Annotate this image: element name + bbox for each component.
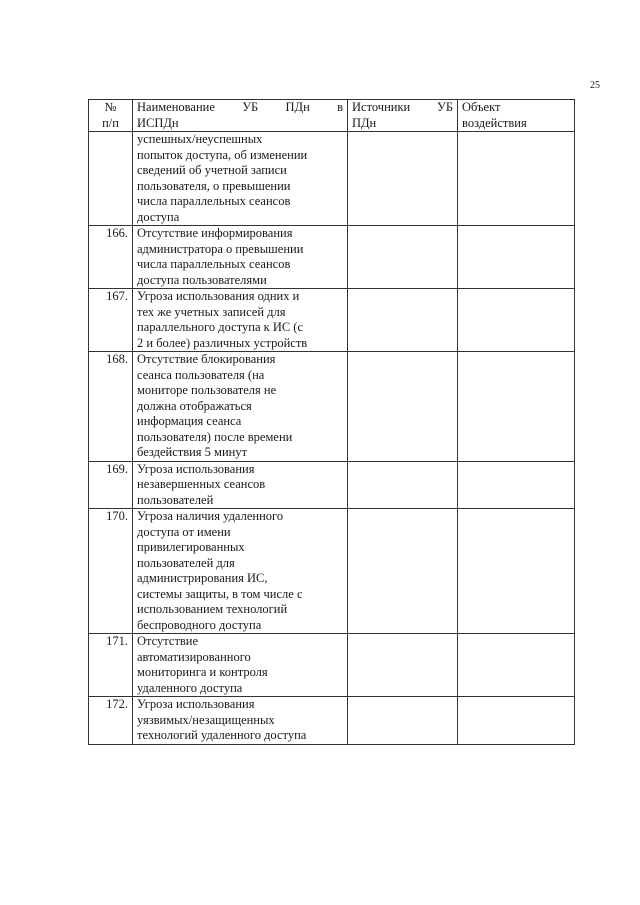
threat-name-line: пользователя) после времени	[137, 429, 293, 444]
impact-object-cell	[458, 461, 575, 509]
threat-name	[133, 509, 348, 634]
table-row	[89, 461, 575, 509]
threat-name-line: успешных/неуспешных	[137, 132, 263, 146]
threat-name-line: сеанса пользователя (на	[137, 367, 265, 382]
threat-name-line: тех же учетных записей для	[137, 304, 286, 319]
threat-name-line: должна отображаться	[137, 398, 252, 413]
row-number: 166.	[89, 226, 133, 289]
threat-name-line: пользователя, о превышении	[137, 178, 291, 193]
threat-name-line: администратора о превышении	[137, 241, 304, 256]
threat-name-line: бездействия 5 минут	[137, 445, 248, 459]
threat-name-line: 2 и более) различных устройств	[137, 335, 308, 350]
row-number	[89, 132, 133, 226]
threat-source-cell	[348, 509, 458, 634]
row-number: 167.	[89, 289, 133, 352]
header-impact-object	[458, 100, 575, 132]
threat-name	[133, 461, 348, 509]
threat-name-line: пользователей	[137, 492, 214, 507]
threat-name-line: беспроводного доступа	[137, 617, 262, 632]
header-word: Источники	[352, 100, 411, 114]
header-number-line1: №	[104, 100, 117, 114]
header-word: УБ	[242, 100, 259, 114]
impact-object-cell	[458, 132, 575, 226]
threat-name-line: системы защиты, в том числе с	[137, 586, 303, 601]
threat-name-line: Угроза использования одних и	[137, 289, 300, 303]
threat-name-line: параллельного доступа к ИС (с	[137, 320, 304, 334]
table-row	[89, 226, 575, 289]
threat-name-line: числа параллельных сеансов	[137, 194, 291, 208]
threat-name-line: мониторе пользователя не	[137, 383, 277, 397]
header-word: УБ	[436, 100, 453, 114]
impact-object-cell	[458, 634, 575, 697]
threat-name-line: администрирования ИС,	[137, 571, 268, 585]
header-threat-name-line1	[137, 100, 343, 116]
table-row	[89, 634, 575, 697]
row-number: 169.	[89, 461, 133, 509]
threat-source-cell	[348, 132, 458, 226]
threat-name	[133, 289, 348, 352]
threat-name-line: технологий удаленного доступа	[137, 728, 307, 742]
threat-source-cell	[348, 461, 458, 509]
impact-object-cell	[458, 352, 575, 462]
header-word: в	[337, 100, 343, 114]
threat-name-line: попыток доступа, об изменении	[137, 147, 308, 162]
threats-table	[88, 99, 575, 745]
impact-object-cell	[458, 289, 575, 352]
threat-name-line: мониторинга и контроля	[137, 665, 268, 679]
threat-name	[133, 697, 348, 745]
threat-name-line: Угроза использования	[137, 697, 255, 711]
table-row	[89, 509, 575, 634]
threat-name-line: сведений об учетной записи	[137, 163, 287, 177]
threat-name-line: уязвимых/незащищенных	[137, 712, 275, 727]
threat-source-cell	[348, 289, 458, 352]
threat-name	[133, 634, 348, 697]
header-threat-sources-line2: ПДн	[352, 115, 377, 130]
threat-name-line: Угроза наличия удаленного	[137, 509, 284, 523]
table-row	[89, 289, 575, 352]
threat-name-line: Отсутствие информирования	[137, 226, 293, 240]
header-threat-sources	[348, 100, 458, 132]
threat-source-cell	[348, 352, 458, 462]
header-impact-object-line2: воздействия	[462, 115, 527, 130]
threat-source-cell	[348, 697, 458, 745]
header-word: ПДн	[285, 100, 310, 114]
row-number: 168.	[89, 352, 133, 462]
row-number: 172.	[89, 697, 133, 745]
threat-name-line: привилегированных	[137, 540, 245, 554]
table-body	[89, 132, 575, 745]
table-header-row	[89, 100, 575, 132]
header-number	[89, 100, 133, 132]
threat-source-cell	[348, 226, 458, 289]
threat-name-line: удаленного доступа	[137, 680, 243, 695]
impact-object-cell	[458, 226, 575, 289]
header-threat-name	[133, 100, 348, 132]
header-impact-object-line1: Объект	[462, 100, 501, 114]
threat-name-line: пользователей для	[137, 555, 235, 570]
threat-name-line: доступа пользователями	[137, 272, 267, 287]
threat-name-line: Угроза использования	[137, 461, 255, 476]
row-number: 170.	[89, 509, 133, 634]
impact-object-cell	[458, 697, 575, 745]
threat-name-line: доступа	[137, 209, 180, 224]
threat-name-line: автоматизированного	[137, 649, 251, 664]
threat-name-line: доступа от имени	[137, 524, 231, 539]
threat-name	[133, 132, 348, 226]
threat-name-line: числа параллельных сеансов	[137, 257, 291, 271]
threat-name-line: информация сеанса	[137, 414, 242, 428]
header-threat-sources-line1	[352, 100, 453, 116]
header-number-line2: п/п	[102, 115, 119, 130]
table-row	[89, 352, 575, 462]
page-number: 25	[590, 80, 600, 91]
threat-name	[133, 226, 348, 289]
impact-object-cell	[458, 509, 575, 634]
threat-name-line: использованием технологий	[137, 602, 288, 616]
row-number: 171.	[89, 634, 133, 697]
threat-name-line: Отсутствие блокирования	[137, 352, 276, 366]
table-row	[89, 132, 575, 226]
header-threat-name-line2: ИСПДн	[137, 115, 179, 130]
threat-name-line: Отсутствие	[137, 634, 199, 648]
header-word: Наименование	[137, 100, 215, 114]
threat-name-line: незавершенных сеансов	[137, 477, 266, 491]
threat-source-cell	[348, 634, 458, 697]
table-row	[89, 697, 575, 745]
threat-name	[133, 352, 348, 462]
